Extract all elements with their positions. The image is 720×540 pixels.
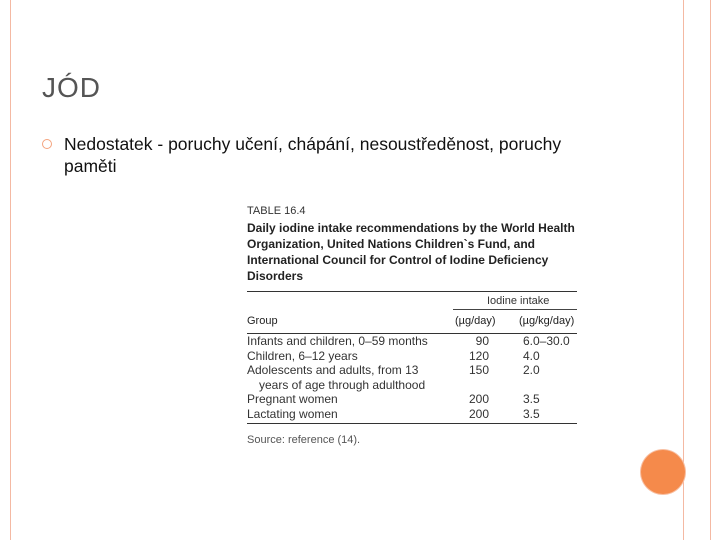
table-source: Source: reference (14).	[247, 434, 361, 446]
table-row	[247, 378, 582, 393]
accent-circle	[641, 450, 685, 494]
row-group: Infants and children, 0–59 months	[247, 334, 428, 348]
table-row	[247, 407, 582, 422]
row-ug-kg-day: 3.5	[523, 406, 540, 421]
row-ug-kg-day: 6.0–30.0	[523, 334, 570, 348]
iodine-intake-header: Iodine intake	[487, 295, 550, 307]
bullet-text: Nedostatek - poruchy učení, chápání, nesoustředěnost, poruchy paměti	[64, 134, 562, 176]
table-row	[247, 349, 582, 364]
row-group: Adolescents and adults, from 13	[247, 363, 419, 377]
row-ug-kg-day: 2.0	[523, 363, 540, 377]
table-row	[247, 334, 582, 349]
table-group-header	[247, 292, 582, 310]
column-header-ug-kg-day: (µg/kg/day)	[519, 315, 575, 327]
table-column-headers	[247, 310, 582, 330]
row-ug-day: 120	[468, 348, 489, 363]
table-row	[247, 363, 582, 378]
column-header-ug-day: (µg/day)	[455, 315, 496, 327]
table-number: TABLE 16.4	[247, 205, 306, 217]
row-ug-day: 90	[475, 334, 489, 348]
row-ug-day: 200	[468, 406, 489, 421]
row-group: Children, 6–12 years	[247, 348, 358, 363]
row-group: Pregnant women	[247, 392, 338, 406]
row-ug-day: 150	[468, 363, 489, 377]
slide-frame-right	[683, 0, 711, 540]
table-row	[247, 392, 582, 407]
row-group: years of age through adulthood	[259, 377, 426, 392]
row-ug-day: 200	[468, 392, 489, 406]
table-bottom-rule	[247, 423, 577, 424]
row-group: Lactating women	[247, 406, 338, 421]
bullet-circle-icon	[42, 139, 52, 149]
iodine-table	[247, 205, 582, 446]
row-ug-kg-day: 4.0	[523, 348, 540, 363]
slide-title: JÓD	[42, 72, 101, 103]
table-caption: Daily iodine intake recommendations by the World Health Organization, United Nations Children`s Fund, and International Council for Control of Iodine Deficiency Disorders	[247, 221, 575, 283]
column-header-group: Group	[247, 315, 278, 327]
row-ug-kg-day: 3.5	[523, 392, 540, 406]
